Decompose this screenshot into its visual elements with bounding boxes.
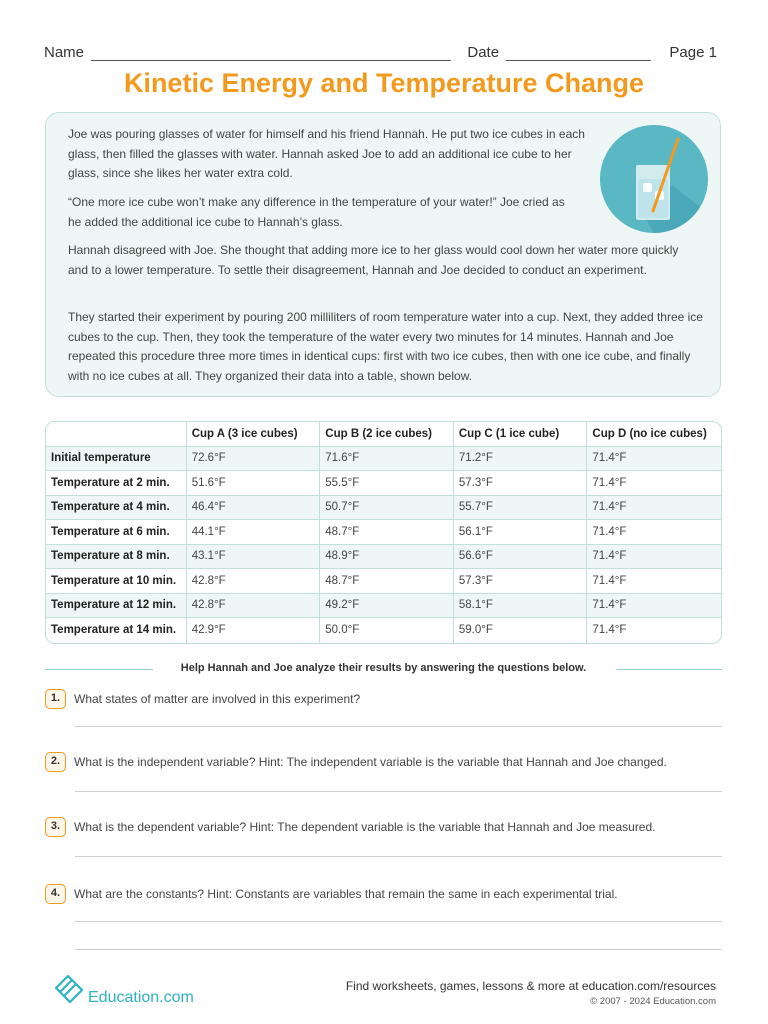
table-header-corner: [46, 422, 187, 447]
table-cell: 50.7°F: [320, 496, 454, 521]
table-cell: 71.4°F: [587, 471, 721, 496]
answer-line-4a[interactable]: [75, 921, 722, 922]
table-header-row: [46, 422, 721, 447]
table-cell: 57.3°F: [454, 569, 588, 594]
ice-water-glass-icon: [600, 125, 708, 233]
column-header-cup-d: Cup D (no ice cubes): [587, 422, 721, 447]
question-text: What is the independent variable? Hint: The independent variable is the variable that Hannah and Joe changed.: [74, 755, 667, 769]
story-paragraph-4: They started their experiment by pouring 200 milliliters of room temperature water into a cup. Next, they added three ice cubes to the cup. Then, they took the temperature of the water every two minutes for 14 minutes. Hannah and Joe repeated this procedure three more times in identical cups: first with two ice cubes, then with one ice cube, and finally with no ice cubes at all. They organized their data into a table, shown below.: [68, 310, 703, 383]
answer-line-3[interactable]: [75, 856, 722, 857]
answer-line-1[interactable]: [75, 726, 722, 727]
column-header-cup-a: Cup A (3 ice cubes): [187, 422, 321, 447]
table-row: [46, 496, 721, 521]
table-cell: 55.5°F: [320, 471, 454, 496]
table-cell: 57.3°F: [454, 471, 588, 496]
question-text: What are the constants? Hint: Constants are variables that remain the same in each experimental trial.: [74, 887, 618, 901]
table-row: [46, 520, 721, 545]
answer-line-4b[interactable]: [75, 949, 722, 950]
table-cell: 51.6°F: [187, 471, 321, 496]
worksheet-header: [44, 44, 717, 61]
row-label: Temperature at 14 min.: [46, 618, 187, 643]
education-logo-icon: [52, 972, 86, 1006]
row-label: Temperature at 2 min.: [46, 471, 187, 496]
table-row: [46, 447, 721, 472]
table-cell: 46.4°F: [187, 496, 321, 521]
table-cell: 55.7°F: [454, 496, 588, 521]
table-cell: 56.6°F: [454, 545, 588, 570]
table-cell: 71.4°F: [587, 447, 721, 472]
footer-tagline[interactable]: Find worksheets, games, lessons & more at education.com/resources: [345, 979, 716, 993]
story-paragraph-3: Hannah disagreed with Joe. She thought that adding more ice to her glass would cool down her water more quickly and to a lower temperature. To settle their disagreement, Hannah and Joe decided to conduct an experiment.: [68, 243, 679, 277]
name-label: Name: [44, 44, 85, 61]
story-paragraph-2: “One more ice cube won’t make any difference in the temperature of your water!” Joe cried as he added the additional ice cube to Hannah’s glass.: [68, 195, 565, 229]
question-number-badge: 3.: [45, 817, 66, 837]
table-cell: 71.4°F: [587, 594, 721, 619]
answer-line-2[interactable]: [75, 791, 722, 792]
table-cell: 44.1°F: [187, 520, 321, 545]
table-cell: 58.1°F: [454, 594, 588, 619]
instructions-text: Help Hannah and Joe analyze their results by answering the questions below.: [180, 662, 587, 674]
column-header-cup-b: Cup B (2 ice cubes): [320, 422, 454, 447]
row-label: Initial temperature: [46, 447, 187, 472]
table-row: [46, 569, 721, 594]
table-cell: 42.8°F: [187, 594, 321, 619]
table-cell: 50.0°F: [320, 618, 454, 643]
table-cell: 59.0°F: [454, 618, 588, 643]
row-label: Temperature at 12 min.: [46, 594, 187, 619]
question-text: What is the dependent variable? Hint: The dependent variable is the variable that Hannah and Joe measured.: [74, 820, 656, 834]
table-cell: 71.4°F: [587, 545, 721, 570]
table-cell: 42.9°F: [187, 618, 321, 643]
date-label: Date: [467, 44, 500, 61]
question-number-badge: 2.: [45, 752, 66, 772]
table-cell: 72.6°F: [187, 447, 321, 472]
table-row: [46, 471, 721, 496]
table-cell: 71.4°F: [587, 496, 721, 521]
table-cell: 43.1°F: [187, 545, 321, 570]
question-number-badge: 1.: [45, 689, 66, 709]
question-text: What states of matter are involved in this experiment?: [74, 692, 361, 706]
table-row: [46, 545, 721, 570]
row-label: Temperature at 8 min.: [46, 545, 187, 570]
table-row: [46, 618, 721, 643]
logo-text: Education.com: [88, 989, 194, 1006]
page-label: Page 1: [669, 44, 717, 61]
row-label: Temperature at 4 min.: [46, 496, 187, 521]
question-number-badge: 4.: [45, 884, 66, 904]
row-label: Temperature at 10 min.: [46, 569, 187, 594]
table-cell: 48.7°F: [320, 520, 454, 545]
table-cell: 48.7°F: [320, 569, 454, 594]
education-logo[interactable]: [52, 972, 212, 1008]
name-field-line[interactable]: [91, 46, 451, 61]
table-cell: 42.8°F: [187, 569, 321, 594]
table-cell: 48.9°F: [320, 545, 454, 570]
story-panel: [45, 112, 721, 397]
temperature-table: [45, 421, 722, 644]
table-cell: 71.4°F: [592, 624, 627, 637]
table-cell: 56.1°F: [454, 520, 588, 545]
story-paragraph-1: Joe was pouring glasses of water for himself and his friend Hannah. He put two ice cubes in each glass, then filled the glasses with water. Hannah asked Joe to add an additional ice cube to her glass, since she likes her water extra cold.: [68, 127, 585, 180]
table-cell: 71.2°F: [454, 447, 588, 472]
table-cell: 49.2°F: [320, 594, 454, 619]
date-field-line[interactable]: [506, 46, 651, 61]
table-cell: 71.4°F: [587, 569, 721, 594]
footer-info: [346, 979, 716, 1007]
column-header-cup-c: Cup C (1 ice cube): [454, 422, 588, 447]
table-cell: 71.6°F: [320, 447, 454, 472]
instructions-banner: [45, 660, 722, 678]
footer-copyright: © 2007 - 2024 Education.com: [590, 996, 716, 1007]
table-cell: 71.4°F: [587, 520, 721, 545]
table-row: [46, 594, 721, 619]
row-label: Temperature at 6 min.: [46, 520, 187, 545]
page-title: Kinetic Energy and Temperature Change: [123, 68, 645, 98]
